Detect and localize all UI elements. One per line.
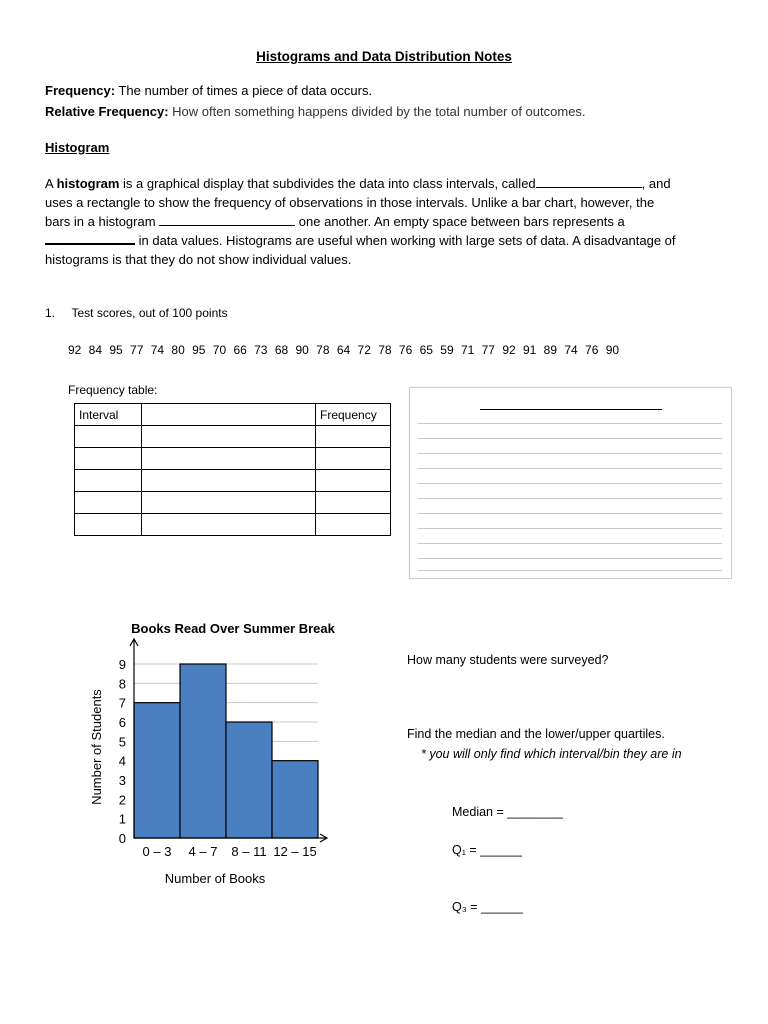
question-median-quartiles: Find the median and the lower/upper quartiles. (407, 727, 665, 741)
para-text: is a graphical display that subdivides the data into class intervals, called (119, 176, 536, 191)
table-row (75, 492, 391, 514)
para-term: histogram (56, 176, 120, 191)
chart-y-axis-label: Number of Students (89, 689, 104, 805)
header-frequency: Frequency (316, 404, 391, 426)
median-answer[interactable]: Median = ________ (452, 805, 563, 819)
relative-frequency-term: Relative Frequency: (45, 104, 169, 119)
y-tick-label: 3 (118, 773, 126, 788)
table-row (75, 448, 391, 470)
relative-frequency-text: How often something happens divided by the total number of outcomes. (172, 104, 586, 119)
para-text: in data values. Histograms are useful when working with large sets of data. A disadvantage of (135, 233, 676, 248)
problem-number: 1. (45, 306, 56, 320)
header-interval: Interval (75, 404, 142, 426)
histogram-svg (72, 606, 341, 888)
grid-line (418, 558, 722, 559)
table-cell[interactable] (75, 492, 142, 514)
para-line: histograms is that they do not show individual values. (45, 252, 352, 267)
frequency-table-label: Frequency table: (68, 383, 158, 397)
table-cell[interactable] (142, 426, 316, 448)
grid-line (418, 528, 722, 529)
bar-4–7 (180, 664, 226, 838)
table-row (75, 470, 391, 492)
blank-line[interactable] (536, 175, 642, 188)
bar-8–11 (226, 722, 272, 838)
table-cell[interactable] (75, 448, 142, 470)
chart-title: Books Read Over Summer Break (131, 621, 335, 636)
table-cell[interactable] (142, 470, 316, 492)
para-text: bars in a histogram (45, 214, 160, 229)
frequency-text: The number of times a piece of data occurs. (118, 83, 373, 98)
frequency-table (74, 403, 391, 536)
table-header-row (75, 404, 391, 426)
blank-line[interactable] (159, 213, 295, 226)
bar-12–15 (272, 761, 318, 838)
blank-graph-area[interactable] (409, 387, 732, 579)
grid-line (418, 570, 722, 571)
table-row (75, 514, 391, 536)
header-blank (142, 404, 316, 426)
problem-1-heading (45, 306, 228, 320)
graph-title-blank[interactable] (480, 409, 662, 410)
page-title: Histograms and Data Distribution Notes (256, 49, 512, 64)
frequency-term: Frequency: (45, 83, 116, 98)
table-cell[interactable] (75, 426, 142, 448)
grid-line (418, 483, 722, 484)
y-tick-label: 7 (118, 695, 126, 711)
y-tick-label: 2 (118, 792, 126, 808)
y-tick-label: 8 (118, 676, 126, 692)
table-cell[interactable] (316, 492, 391, 514)
x-tick-label: 8 – 11 (231, 844, 267, 859)
scores-list: 92 84 95 77 74 80 95 70 66 73 68 90 78 64 72 78 76 65 59 71 77 92 91 89 74 76 90 (68, 343, 620, 357)
table-cell[interactable] (142, 448, 316, 470)
books-histogram (72, 606, 341, 888)
grid-line (418, 453, 722, 454)
chart-x-axis-label: Number of Books (164, 871, 266, 886)
table-row (75, 426, 391, 448)
y-tick-label: 5 (118, 734, 126, 750)
grid-line (418, 498, 722, 499)
x-tick-label: 4 – 7 (188, 844, 218, 859)
grid-line (418, 468, 722, 469)
question-note: * you will only find which interval/bin they are in (421, 747, 682, 761)
table-cell[interactable] (142, 492, 316, 514)
para-text: , and (641, 176, 671, 191)
y-tick-label: 4 (118, 753, 126, 769)
grid-line (418, 423, 722, 424)
question-surveyed: How many students were surveyed? (407, 653, 609, 667)
y-tick-label: 9 (118, 657, 126, 672)
x-tick-label: 12 – 15 (273, 844, 317, 859)
grid-line (418, 513, 722, 514)
y-tick-label: 0 (118, 831, 126, 846)
table-cell[interactable] (316, 514, 391, 536)
blank-line[interactable] (45, 231, 135, 245)
table-cell[interactable] (316, 426, 391, 448)
histogram-paragraph (45, 174, 735, 269)
para-text: one another. An empty space between bars represents a (295, 214, 625, 229)
para-line: uses a rectangle to show the frequency of observations in those intervals. Unlike a bar chart, however, the (45, 195, 655, 210)
table-cell[interactable] (316, 448, 391, 470)
grid-line (418, 543, 722, 544)
table-cell[interactable] (75, 514, 142, 536)
relative-frequency-definition (45, 104, 586, 119)
frequency-definition (45, 83, 372, 98)
histogram-heading: Histogram (45, 140, 110, 155)
y-tick-label: 6 (118, 715, 126, 730)
table-cell[interactable] (142, 514, 316, 536)
bar-0–3 (134, 703, 180, 838)
para-text: A (45, 176, 57, 191)
problem-label: Test scores, out of 100 points (71, 306, 228, 320)
x-tick-label: 0 – 3 (142, 844, 172, 859)
q3-answer[interactable]: Q₃ = ______ (452, 900, 523, 914)
q1-answer[interactable]: Q₁ = ______ (452, 843, 522, 857)
table-cell[interactable] (75, 470, 142, 492)
y-tick-label: 1 (118, 811, 126, 827)
grid-line (418, 438, 722, 439)
table-cell[interactable] (316, 470, 391, 492)
